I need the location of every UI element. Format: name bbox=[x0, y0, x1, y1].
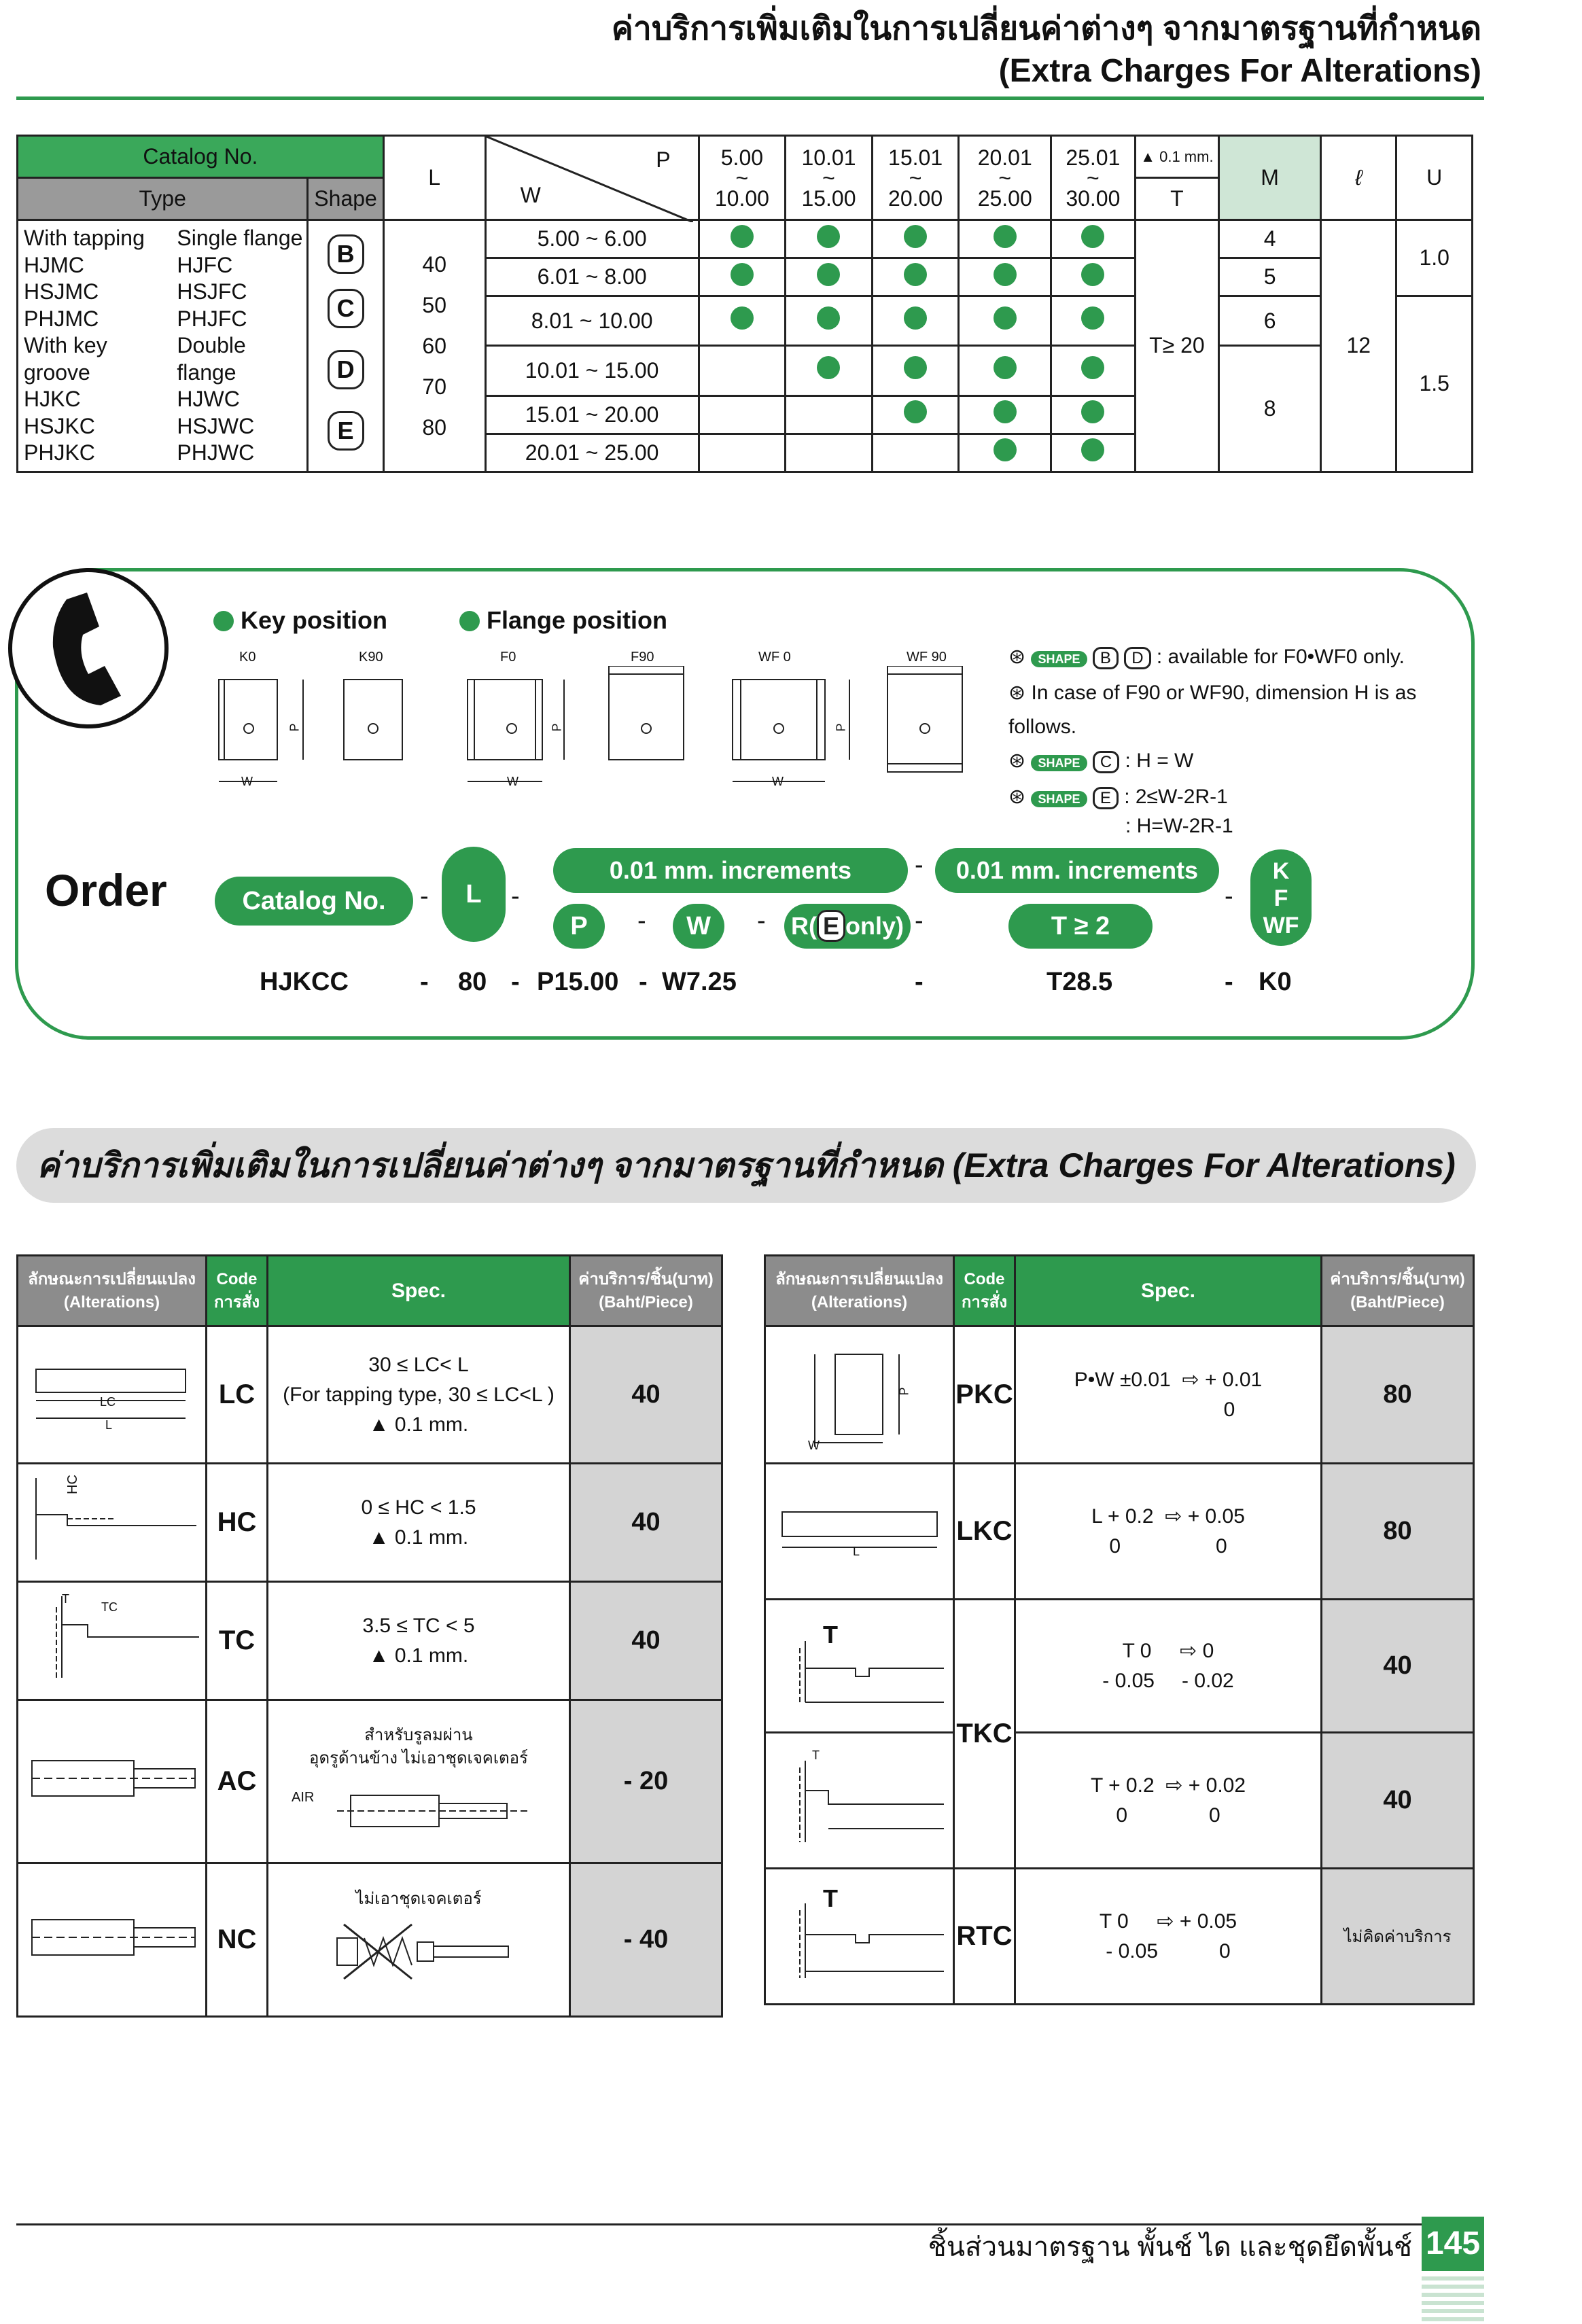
label-f90: F90 bbox=[631, 650, 654, 665]
note-1: ⊛ SHAPE B D : available for F0•WF0 only. bbox=[1008, 646, 1405, 668]
alterations-banner: ค่าบริการเพิ่มเติมในการเปลี่ยนค่าต่างๆ จากมาตรฐานที่กำหนด (Extra Charges For Alterations) bbox=[16, 1128, 1476, 1203]
range-2: 10.01 ~ 15.00 bbox=[786, 136, 873, 220]
tkc-diagram-2: T bbox=[765, 1733, 954, 1869]
availability-dot bbox=[1051, 434, 1136, 472]
example-l: 80 bbox=[458, 968, 487, 996]
availability-dot bbox=[699, 296, 786, 346]
availability-dot-icon bbox=[1081, 306, 1104, 330]
dim-w-wf0: W bbox=[772, 775, 784, 788]
dim-p-wf0: P bbox=[834, 723, 848, 732]
availability-dot-icon bbox=[904, 263, 927, 286]
availability-dot bbox=[1051, 346, 1136, 395]
order-l-pill: L bbox=[442, 847, 506, 942]
empty-cell bbox=[699, 395, 786, 434]
example-dash: - bbox=[1225, 968, 1233, 996]
rtc-diagram: T bbox=[765, 1869, 954, 2005]
availability-dot-icon bbox=[1081, 263, 1104, 286]
dim-w-f0: W bbox=[507, 775, 518, 788]
availability-dot-icon bbox=[1081, 356, 1104, 379]
l-values: 40 50 60 70 80 bbox=[383, 220, 485, 472]
availability-dot-icon bbox=[731, 306, 754, 330]
tc-diagram: T TC bbox=[18, 1582, 207, 1700]
availability-dot-icon bbox=[994, 225, 1017, 248]
code-lkc: LKC bbox=[954, 1464, 1015, 1600]
shape-c: C bbox=[328, 289, 364, 328]
shape-notes bbox=[1008, 640, 1471, 843]
availability-dot-icon bbox=[994, 306, 1017, 330]
spec-rtc: T 0 ⇨ + 0.05 - 0.05 0 bbox=[1015, 1869, 1322, 2005]
u-value: 1.0 bbox=[1396, 220, 1473, 296]
range-3: 15.01 ~ 20.00 bbox=[872, 136, 959, 220]
nc-diagram bbox=[18, 1863, 207, 2017]
page-title-english: (Extra Charges For Alterations) bbox=[998, 53, 1481, 89]
alt-header: ลักษณะการเปลี่ยนแปลง (Alterations) bbox=[18, 1256, 207, 1326]
note-4: ⊛ SHAPE E : 2≤W-2R-1 bbox=[1008, 786, 1228, 808]
code-lc: LC bbox=[207, 1326, 268, 1464]
example-dash: - bbox=[511, 968, 520, 996]
type-header: Type bbox=[18, 178, 308, 220]
u-value: 1.5 bbox=[1396, 296, 1473, 472]
dim-p-k0: P bbox=[287, 723, 302, 732]
note-2: ⊛ In case of F90 or WF90, dimension H is as follows. bbox=[1008, 682, 1417, 738]
price-ac: - 20 bbox=[570, 1700, 722, 1863]
order-r-pill: R( E only) bbox=[784, 904, 911, 949]
availability-dot-icon bbox=[817, 356, 840, 379]
availability-dot-icon bbox=[904, 225, 927, 248]
spec-header: Spec. bbox=[268, 1256, 570, 1326]
spec-lkc: L + 0.2 ⇨ + 0.05 0 0 bbox=[1015, 1464, 1322, 1600]
availability-dot bbox=[959, 434, 1051, 472]
price-nc: - 40 bbox=[570, 1863, 722, 2017]
label-wf0: WF 0 bbox=[758, 650, 791, 665]
availability-dot bbox=[959, 258, 1051, 296]
lc-diagram: LC L bbox=[18, 1326, 207, 1464]
price-lkc: 80 bbox=[1322, 1464, 1474, 1600]
availability-dot-icon bbox=[731, 225, 754, 248]
w-label: W bbox=[520, 183, 541, 207]
shape-d: D bbox=[328, 350, 364, 389]
availability-dot-icon bbox=[817, 306, 840, 330]
range-5: 25.01 ~ 30.00 bbox=[1051, 136, 1136, 220]
type-col-1: With tapping HJMC HSJMC PHJMC With key groove HJKC HSJKC PHJKC bbox=[18, 220, 175, 472]
availability-dot-icon bbox=[994, 356, 1017, 379]
spec-tkc-1: T 0 ⇨ 0 - 0.05 - 0.02 bbox=[1015, 1600, 1322, 1733]
code-hc: HC bbox=[207, 1464, 268, 1582]
example-w: W7.25 bbox=[662, 968, 737, 996]
code-tkc: TKC bbox=[954, 1600, 1015, 1869]
availability-dot bbox=[786, 258, 873, 296]
availability-dot bbox=[872, 395, 959, 434]
l-small-header: ℓ bbox=[1321, 136, 1396, 220]
empty-cell bbox=[872, 434, 959, 472]
w-range-row: 20.01 ~ 25.00 bbox=[485, 434, 699, 472]
price-tc: 40 bbox=[570, 1582, 722, 1700]
label-k0: K0 bbox=[239, 650, 256, 665]
footer-text: ชิ้นส่วนมาตรฐาน พั้นช์ ได และชุดยึดพั้นช์ bbox=[928, 2232, 1412, 2262]
code-nc: NC bbox=[207, 1863, 268, 2017]
key-position-title: Key position bbox=[213, 606, 387, 635]
phone-icon bbox=[8, 568, 169, 728]
example-p: P15.00 bbox=[537, 968, 619, 996]
alterations-table-left bbox=[16, 1254, 723, 2018]
empty-cell bbox=[699, 434, 786, 472]
dash-4: - bbox=[637, 906, 646, 935]
empty-cell bbox=[786, 395, 873, 434]
bullet-icon bbox=[459, 611, 480, 631]
availability-dot bbox=[959, 395, 1051, 434]
m-value: 4 bbox=[1219, 220, 1321, 258]
l-header: L bbox=[383, 136, 485, 220]
spec-ac: สำหรับรูลมผ่าน อุดรูด้านข้าง ไม่เอาชุดเจคเตอร์ AIR bbox=[268, 1700, 570, 1863]
availability-dot bbox=[872, 258, 959, 296]
availability-dot bbox=[786, 296, 873, 346]
availability-dot-icon bbox=[817, 263, 840, 286]
example-t: T28.5 bbox=[1047, 968, 1113, 996]
dash-5: - bbox=[757, 906, 766, 935]
position-diagrams bbox=[211, 666, 1006, 802]
dash-7: - bbox=[1225, 882, 1233, 911]
dim-p-f0: P bbox=[550, 723, 564, 732]
availability-dot bbox=[1051, 296, 1136, 346]
step-header: ▲ 0.1 mm. bbox=[1135, 136, 1219, 178]
order-title: Order bbox=[45, 865, 167, 915]
w-range-row: 8.01 ~ 10.00 bbox=[485, 296, 699, 346]
price-pkc: 80 bbox=[1322, 1326, 1474, 1464]
example-dash: - bbox=[639, 968, 648, 996]
dash-6: - bbox=[915, 906, 924, 935]
example-dash: - bbox=[420, 968, 429, 996]
availability-dot bbox=[959, 296, 1051, 346]
availability-dot bbox=[872, 346, 959, 395]
range-4: 20.01 ~ 25.00 bbox=[959, 136, 1051, 220]
label-k90: K90 bbox=[359, 650, 383, 665]
pw-header bbox=[485, 136, 699, 220]
availability-dot bbox=[1051, 220, 1136, 258]
shape-e: E bbox=[328, 411, 364, 451]
availability-dot-icon bbox=[731, 263, 754, 286]
page-number: 145 bbox=[1422, 2217, 1484, 2271]
w-range-row: 5.00 ~ 6.00 bbox=[485, 220, 699, 258]
price-tkc-1: 40 bbox=[1322, 1600, 1474, 1733]
spec-lc: 30 ≤ LC< L (For tapping type, 30 ≤ LC<L ) ▲ 0.1 mm. bbox=[268, 1326, 570, 1464]
availability-dot bbox=[872, 296, 959, 346]
m-value: 6 bbox=[1219, 296, 1321, 346]
code-rtc: RTC bbox=[954, 1869, 1015, 2005]
label-f0: F0 bbox=[500, 650, 516, 665]
shape-col bbox=[308, 220, 383, 472]
spec-tkc-2: T + 0.2 ⇨ + 0.02 0 0 bbox=[1015, 1733, 1322, 1869]
l-value: 12 bbox=[1321, 220, 1396, 472]
shape-b: B bbox=[328, 234, 364, 274]
increments-pill-2: 0.01 mm. increments bbox=[935, 848, 1219, 893]
dash-3: - bbox=[915, 851, 924, 879]
availability-dot-icon bbox=[904, 306, 927, 330]
availability-dot bbox=[959, 220, 1051, 258]
availability-dot-icon bbox=[1081, 438, 1104, 461]
dim-w-k0: W bbox=[241, 775, 253, 788]
price-lc: 40 bbox=[570, 1326, 722, 1464]
price-hc: 40 bbox=[570, 1464, 722, 1582]
availability-dot bbox=[872, 220, 959, 258]
dash-1: - bbox=[420, 882, 429, 911]
spec-tc: 3.5 ≤ TC < 5 ▲ 0.1 mm. bbox=[268, 1582, 570, 1700]
availability-dot bbox=[699, 220, 786, 258]
code-header: Code การสั่ง bbox=[207, 1256, 268, 1326]
order-t-pill: T ≥ 2 bbox=[1008, 904, 1153, 949]
order-p-pill: P bbox=[553, 904, 605, 949]
catalog-no-header: Catalog No. bbox=[18, 136, 384, 178]
order-kfwf-pill: K F WF bbox=[1250, 849, 1312, 946]
shape-header: Shape bbox=[308, 178, 383, 220]
footer-stripes bbox=[1422, 2276, 1484, 2324]
w-range-row: 10.01 ~ 15.00 bbox=[485, 346, 699, 395]
header-rule bbox=[16, 96, 1484, 100]
w-range-row: 15.01 ~ 20.00 bbox=[485, 395, 699, 434]
availability-dot-icon bbox=[904, 400, 927, 423]
type-col-2: Single flange HJFC HSJFC PHJFC Double flange HJWC HSJWC PHJWC bbox=[174, 220, 307, 472]
availability-dot-icon bbox=[994, 263, 1017, 286]
example-dash: - bbox=[915, 968, 924, 996]
page-title-thai: ค่าบริการเพิ่มเติมในการเปลี่ยนค่าต่างๆ จากมาตรฐานที่กำหนด bbox=[611, 11, 1481, 47]
m-value: 8 bbox=[1219, 346, 1321, 472]
flange-position-title: Flange position bbox=[459, 606, 667, 635]
availability-dot-icon bbox=[994, 400, 1017, 423]
price-header: ค่าบริการ/ชิ้น(บาท) (Baht/Piece) bbox=[570, 1256, 722, 1326]
spec-nc: ไม่เอาชุดเจคเตอร์ bbox=[268, 1863, 570, 2017]
availability-dot-icon bbox=[994, 438, 1017, 461]
availability-dot bbox=[786, 346, 873, 395]
note-3: ⊛ SHAPE C : H = W bbox=[1008, 750, 1194, 772]
increments-pill-1: 0.01 mm. increments bbox=[553, 848, 908, 893]
code-tc: TC bbox=[207, 1582, 268, 1700]
price-tkc-2: 40 bbox=[1322, 1733, 1474, 1869]
spec-header: Spec. bbox=[1015, 1256, 1322, 1326]
tkc-diagram-1: T bbox=[765, 1600, 954, 1733]
hc-diagram: HC bbox=[18, 1464, 207, 1582]
spec-hc: 0 ≤ HC < 1.5 ▲ 0.1 mm. bbox=[268, 1464, 570, 1582]
availability-dot-icon bbox=[1081, 225, 1104, 248]
availability-dot bbox=[1051, 258, 1136, 296]
price-rtc: ไม่คิดค่าบริการ bbox=[1322, 1869, 1474, 2005]
price-header: ค่าบริการ/ชิ้น(บาท) (Baht/Piece) bbox=[1322, 1256, 1474, 1326]
m-value: 5 bbox=[1219, 258, 1321, 296]
example-pos: K0 bbox=[1259, 968, 1292, 996]
dash-2: - bbox=[511, 882, 520, 911]
m-header: M bbox=[1219, 136, 1321, 220]
code-pkc: PKC bbox=[954, 1326, 1015, 1464]
spec-pkc: P•W ±0.01 ⇨ + 0.01 0 bbox=[1015, 1326, 1322, 1464]
alterations-table-right bbox=[764, 1254, 1475, 2005]
availability-dot bbox=[959, 346, 1051, 395]
order-catalog-pill: Catalog No. bbox=[215, 877, 413, 926]
label-wf90: WF 90 bbox=[907, 650, 947, 665]
lkc-diagram: L bbox=[765, 1464, 954, 1600]
t-header: T bbox=[1135, 178, 1219, 220]
availability-dot-icon bbox=[1081, 400, 1104, 423]
availability-dot-icon bbox=[904, 356, 927, 379]
ac-diagram bbox=[18, 1700, 207, 1863]
pkc-diagram: P W bbox=[765, 1326, 954, 1464]
p-label: P bbox=[656, 147, 671, 172]
empty-cell bbox=[786, 434, 873, 472]
note-4b: : H=W-2R-1 bbox=[1125, 815, 1233, 837]
bullet-icon bbox=[213, 611, 234, 631]
empty-cell bbox=[699, 346, 786, 395]
code-header: Code การสั่ง bbox=[954, 1256, 1015, 1326]
range-1: 5.00 ~ 10.00 bbox=[699, 136, 786, 220]
example-catalog: HJKCC bbox=[260, 968, 349, 996]
availability-dot bbox=[786, 220, 873, 258]
availability-dot bbox=[699, 258, 786, 296]
w-range-row: 6.01 ~ 8.00 bbox=[485, 258, 699, 296]
order-w-pill: W bbox=[673, 904, 724, 949]
availability-dot-icon bbox=[817, 225, 840, 248]
alt-header: ลักษณะการเปลี่ยนแปลง (Alterations) bbox=[765, 1256, 954, 1326]
u-header: U bbox=[1396, 136, 1473, 220]
availability-dot bbox=[1051, 395, 1136, 434]
code-ac: AC bbox=[207, 1700, 268, 1863]
t-value: T≥ 20 bbox=[1135, 220, 1219, 472]
spec-table bbox=[16, 135, 1473, 473]
no-ejector-icon bbox=[296, 1911, 541, 1986]
